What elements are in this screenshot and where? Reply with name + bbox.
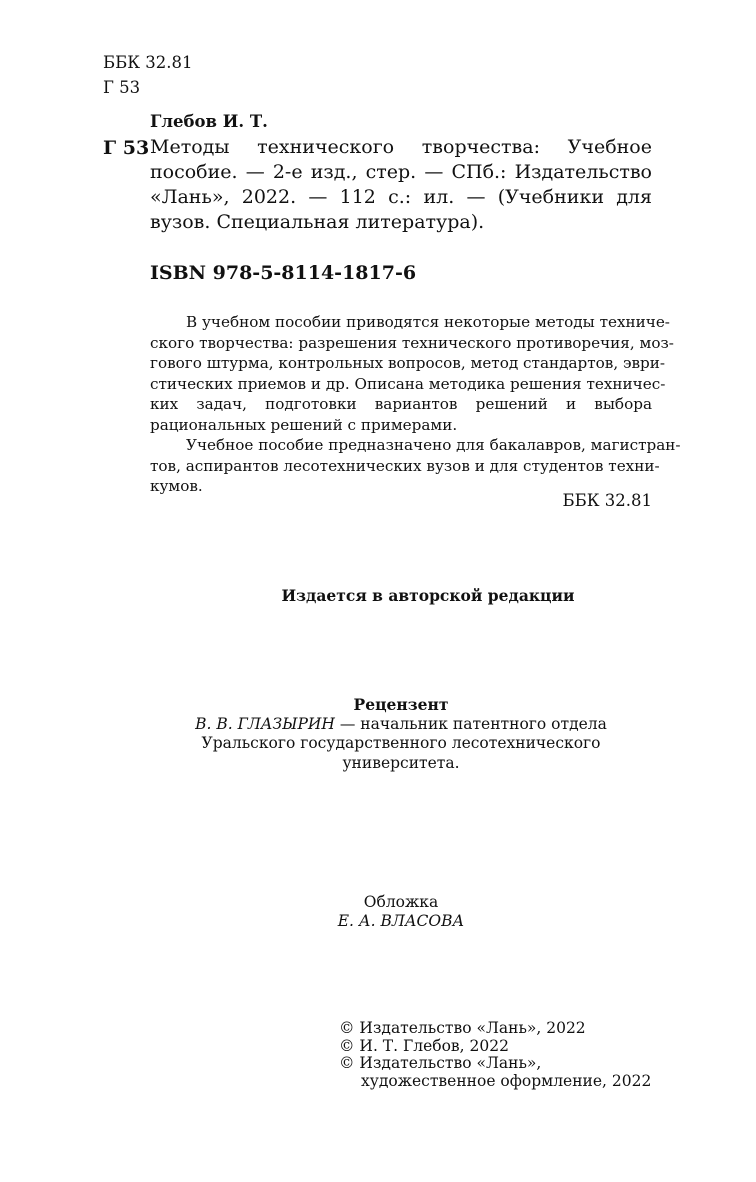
reviewer-name: В. В. ГЛАЗЫРИН [195, 714, 335, 733]
entry-line: вузов. Специальная литература). [150, 211, 485, 233]
catalog-mark: Г 53 [103, 137, 150, 159]
abstract-line: кумов. [150, 477, 203, 495]
abstract-line: тов, аспирантов лесотехнических вузов и для студентов техни- [150, 456, 660, 475]
reviewer-desc: — начальник патентного отдела [339, 714, 607, 733]
isbn: ISBN 978-5-8114-1817-6 [150, 262, 417, 284]
reviewer-block [150, 695, 652, 773]
copyright-line: художественное оформление, 2022 [361, 1071, 652, 1090]
entry-line: «Лань», 2022. — 112 с.: ил. — (Учебники для [150, 186, 652, 208]
abstract-line: В учебном пособии приводятся некоторые методы техниче- [186, 313, 670, 331]
abstract [150, 312, 681, 497]
edition-note: Издается в авторской редакции [281, 586, 575, 605]
abstract-line: стических приемов и др. Описана методика решения техничес- [150, 374, 666, 393]
reviewer-affiliation: Уральского государственного лесотехнического [201, 734, 601, 752]
entry-line: пособие. — 2-е изд., стер. — СПб.: Издательство [150, 161, 652, 183]
author-name: Глебов И. Т. [150, 112, 268, 131]
copyright-line: © Издательство «Лань», 2022 [339, 1019, 586, 1037]
reviewer-affiliation-end: университета. [342, 753, 460, 772]
abstract-line: ких задач, подготовки вариантов решений и выбора [150, 395, 652, 413]
author-mark: Г 53 [103, 78, 141, 97]
entry-line: Методы технического творчества: Учебное [150, 136, 652, 158]
abstract-line: гового штурма, контрольных вопросов, метод стандартов, эври- [150, 354, 666, 372]
abstract-line: рациональных решений с примерами. [150, 415, 458, 434]
copyright-line: © И. Т. Глебов, 2022 [339, 1036, 509, 1055]
reviewer-line [150, 715, 652, 735]
bbk-index-block [103, 50, 193, 100]
cover-credit [150, 893, 652, 931]
cover-designer: Е. А. ВЛАСОВА [337, 912, 465, 930]
reviewer-heading: Рецензент [353, 695, 449, 714]
bbk-code: ББК 32.81 [103, 53, 193, 72]
bbk-code-right: ББК 32.81 [562, 491, 652, 510]
abstract-line: Учебное пособие предназначено для бакалавров, магистран- [186, 436, 681, 454]
copyright-line: © Издательство «Лань», [339, 1054, 542, 1072]
cover-label: Обложка [363, 893, 439, 911]
copyright-block [339, 1020, 651, 1090]
bibliographic-entry [150, 135, 652, 235]
abstract-line: ского творчества: разрешения технического противоречия, моз- [150, 333, 674, 352]
